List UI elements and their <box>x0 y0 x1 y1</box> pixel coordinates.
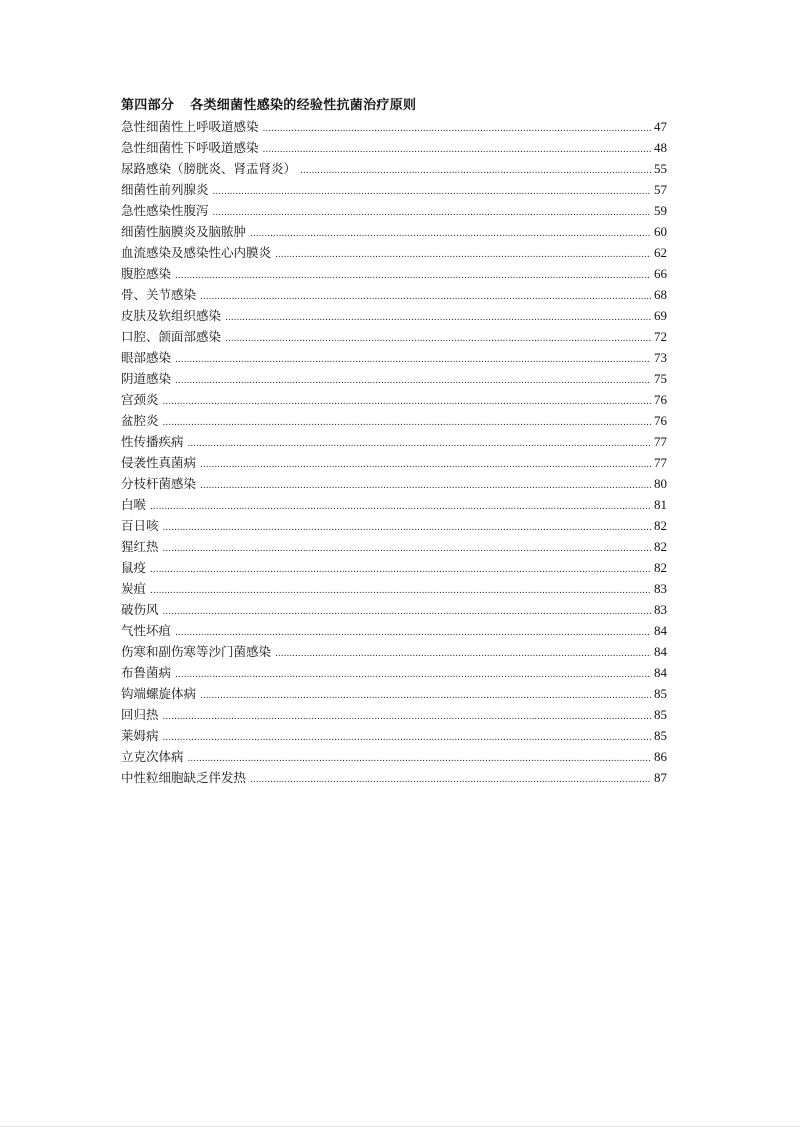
dot-leader <box>150 581 651 602</box>
toc-entry[interactable] <box>121 746 667 767</box>
dot-leader <box>163 707 651 728</box>
dot-leader <box>275 644 651 665</box>
toc-entry-title: 口腔、颌面部感染 <box>121 329 222 344</box>
toc-entry-title: 回归热 <box>121 707 159 722</box>
dot-leader <box>175 266 651 287</box>
toc-entry-title: 布鲁菌病 <box>121 665 172 680</box>
toc-entry-title: 伤寒和副伤寒等沙门菌感染 <box>121 644 272 659</box>
toc-entry-title: 立克次体病 <box>121 749 184 764</box>
toc-entry-page-number: 85 <box>654 728 667 743</box>
toc-entry-page-number: 83 <box>654 602 667 617</box>
dot-leader <box>163 518 651 539</box>
toc-entry-title: 急性细菌性下呼吸道感染 <box>121 140 259 155</box>
toc-entry-page-number: 68 <box>654 287 667 302</box>
dot-leader <box>225 308 651 329</box>
toc-entry-page-number: 82 <box>654 539 667 554</box>
toc-entry-title: 血流感染及感染性心内膜炎 <box>121 245 272 260</box>
dot-leader <box>175 350 651 371</box>
toc-entry[interactable] <box>121 662 667 683</box>
dot-leader <box>188 749 651 770</box>
toc-entry-page-number: 77 <box>654 455 667 470</box>
toc-entry-page-number: 81 <box>654 497 667 512</box>
toc-entry-title: 细菌性前列腺炎 <box>121 182 209 197</box>
toc-entry-title: 分枝杆菌感染 <box>121 476 197 491</box>
toc-entry-page-number: 84 <box>654 644 667 659</box>
dot-leader <box>150 497 651 518</box>
dot-leader <box>263 119 651 140</box>
toc-entry-title: 侵袭性真菌病 <box>121 455 197 470</box>
dot-leader <box>225 329 651 350</box>
toc-entry-page-number: 60 <box>654 224 667 239</box>
toc-entry-page-number: 75 <box>654 371 667 386</box>
toc-entry-page-number: 48 <box>654 140 667 155</box>
toc-entry[interactable] <box>121 410 667 431</box>
dot-leader <box>200 476 651 497</box>
toc-entry-page-number: 72 <box>654 329 667 344</box>
toc-entry-title: 骨、关节感染 <box>121 287 197 302</box>
dot-leader <box>188 434 651 455</box>
toc-entry-page-number: 73 <box>654 350 667 365</box>
toc-entry[interactable] <box>121 263 667 284</box>
toc-entry[interactable] <box>121 578 667 599</box>
toc-entry-title: 中性粒细胞缺乏伴发热 <box>121 770 247 785</box>
dot-leader <box>200 287 651 308</box>
toc-entry-page-number: 85 <box>654 707 667 722</box>
toc-entry[interactable] <box>121 725 667 746</box>
toc-entry-title: 气性坏疽 <box>121 623 172 638</box>
toc-entry[interactable] <box>121 767 667 788</box>
toc-entry-page-number: 83 <box>654 581 667 596</box>
toc-entry[interactable] <box>121 704 667 725</box>
toc-entry-title: 阴道感染 <box>121 371 172 386</box>
toc-entry-title: 猩红热 <box>121 539 159 554</box>
dot-leader <box>200 686 651 707</box>
toc-entry[interactable] <box>121 515 667 536</box>
toc-entry[interactable] <box>121 599 667 620</box>
toc-entry[interactable] <box>121 494 667 515</box>
dot-leader <box>175 371 651 392</box>
toc-entry[interactable] <box>121 179 667 200</box>
dot-leader <box>213 182 651 203</box>
toc-entry-title: 急性细菌性上呼吸道感染 <box>121 119 259 134</box>
toc-entry-title: 破伤风 <box>121 602 159 617</box>
dot-leader <box>263 140 651 161</box>
toc-entry[interactable] <box>121 683 667 704</box>
dot-leader <box>150 560 651 581</box>
toc-entry-page-number: 76 <box>654 413 667 428</box>
toc-entry-page-number: 66 <box>654 266 667 281</box>
toc-entry-title: 钩端螺旋体病 <box>121 686 197 701</box>
toc-entry-title: 鼠疫 <box>121 560 147 575</box>
dot-leader <box>163 602 651 623</box>
toc-entry-page-number: 77 <box>654 434 667 449</box>
dot-leader <box>213 203 651 224</box>
toc-entry-title: 细菌性脑膜炎及脑脓肿 <box>121 224 247 239</box>
toc-entry[interactable] <box>121 557 667 578</box>
toc-entry-page-number: 86 <box>654 749 667 764</box>
toc-entry[interactable] <box>121 473 667 494</box>
toc-entry[interactable] <box>121 284 667 305</box>
toc-entry-page-number: 80 <box>654 476 667 491</box>
toc-entry-title: 皮肤及软组织感染 <box>121 308 222 323</box>
toc-entry[interactable] <box>121 221 667 242</box>
dot-leader <box>275 245 651 266</box>
dot-leader <box>200 455 651 476</box>
dot-leader <box>250 224 651 245</box>
section-title: 各类细菌性感染的经验性抗菌治疗原则 <box>190 98 417 113</box>
toc-entry-title: 盆腔炎 <box>121 413 159 428</box>
toc-entry-page-number: 82 <box>654 560 667 575</box>
dot-leader <box>163 413 651 434</box>
toc-entry-title: 宫颈炎 <box>121 392 159 407</box>
toc-entry-page-number: 69 <box>654 308 667 323</box>
toc-entry[interactable] <box>121 326 667 347</box>
toc-entry-page-number: 57 <box>654 182 667 197</box>
toc-entry[interactable] <box>121 389 667 410</box>
toc-entry-page-number: 47 <box>654 119 667 134</box>
toc-entry[interactable] <box>121 536 667 557</box>
toc-entry-title: 尿路感染（膀胱炎、肾盂肾炎） <box>121 161 297 176</box>
toc-entry-title: 百日咳 <box>121 518 159 533</box>
toc-entry-title: 腹腔感染 <box>121 266 172 281</box>
toc-entry-page-number: 87 <box>654 770 667 785</box>
toc-entry[interactable] <box>121 452 667 473</box>
table-of-contents <box>121 96 667 788</box>
toc-entry-title: 炭疽 <box>121 581 147 596</box>
toc-entry-title: 急性感染性腹泻 <box>121 203 209 218</box>
toc-entry-page-number: 84 <box>654 665 667 680</box>
dot-leader <box>163 539 651 560</box>
dot-leader <box>300 161 651 182</box>
page-bottom-edge <box>0 1126 800 1127</box>
toc-entry-page-number: 84 <box>654 623 667 638</box>
dot-leader <box>163 392 651 413</box>
dot-leader <box>175 665 651 686</box>
toc-entry[interactable] <box>121 368 667 389</box>
toc-entry[interactable] <box>121 200 667 221</box>
toc-entry[interactable] <box>121 431 667 452</box>
toc-entry-list <box>121 116 667 788</box>
toc-entry[interactable] <box>121 137 667 158</box>
toc-entry-title: 白喉 <box>121 497 147 512</box>
toc-entry-page-number: 76 <box>654 392 667 407</box>
toc-entry-title: 眼部感染 <box>121 350 172 365</box>
section-part-label: 第四部分 <box>121 98 175 113</box>
toc-entry[interactable] <box>121 305 667 326</box>
toc-entry[interactable] <box>121 242 667 263</box>
toc-entry[interactable] <box>121 158 667 179</box>
toc-entry-page-number: 62 <box>654 245 667 260</box>
toc-entry[interactable] <box>121 620 667 641</box>
toc-entry[interactable] <box>121 116 667 137</box>
toc-entry[interactable] <box>121 347 667 368</box>
section-heading <box>121 96 667 116</box>
toc-entry-page-number: 59 <box>654 203 667 218</box>
toc-entry-page-number: 82 <box>654 518 667 533</box>
toc-entry-page-number: 85 <box>654 686 667 701</box>
toc-entry-page-number: 55 <box>654 161 667 176</box>
toc-entry-title: 性传播疾病 <box>121 434 184 449</box>
toc-entry-title: 莱姆病 <box>121 728 159 743</box>
dot-leader <box>250 770 651 791</box>
dot-leader <box>163 728 651 749</box>
toc-entry[interactable] <box>121 641 667 662</box>
